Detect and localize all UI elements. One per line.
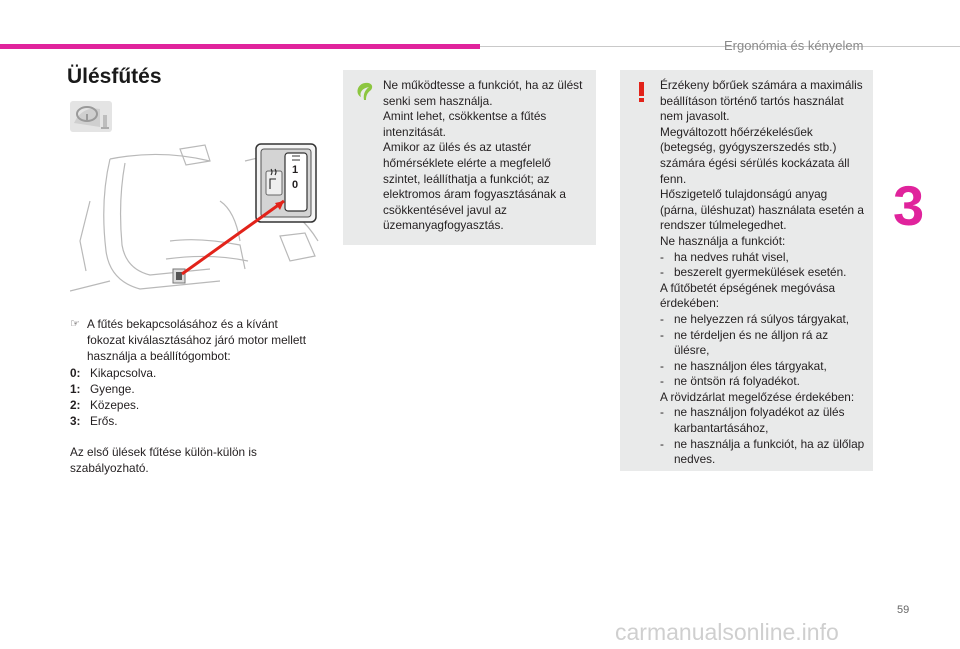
list-item: - ne öntsön rá folyadékot. xyxy=(660,374,800,389)
list-item: - ne térdeljen és ne álljon rá az ülésre, xyxy=(660,328,866,359)
dial-callout xyxy=(256,144,316,222)
short-circuit-title: A rövidzárlat megelőzése érdekében: xyxy=(660,389,855,404)
list-item-text: ne térdeljen és ne álljon rá az ülésre, xyxy=(674,327,829,358)
warning-intro: Érzékeny bőrűek számára a maximális beállításon történő tartós használat nem javasolt. xyxy=(660,78,863,124)
watermark: carmanualsonline.info xyxy=(615,619,839,645)
header-divider xyxy=(480,46,960,47)
section-title: Ergonómia és kényelem xyxy=(724,38,864,53)
level-label: Közepes. xyxy=(90,398,140,412)
page-title: Ülésfűtés xyxy=(67,65,162,88)
level-key: 1: xyxy=(70,382,81,396)
seat-heating-illustration xyxy=(70,141,326,303)
warning-insulation: Hőszigetelő tulajdonságú anyag (párna, üléshuzat) használata esetén a rendszer túlmelegedhet. xyxy=(660,187,864,233)
list-item-text: beszerelt gyermekülések esetén. xyxy=(674,265,847,280)
list-item-text: ne használja a funkciót, ha az ülőlap nedves. xyxy=(674,436,865,467)
dont-use-title: Ne használja a funkciót: xyxy=(660,233,786,248)
level-label: Kikapcsolva. xyxy=(90,366,157,380)
list-item xyxy=(70,397,270,413)
eco-line: Ne működtesse a funkciót, ha az ülést senki sem használja. xyxy=(383,78,583,108)
list-item: - ne használjon folyadékot az ülés karbantartásához, xyxy=(660,405,866,436)
dial-label-0: 0 xyxy=(292,179,299,191)
list-item xyxy=(70,381,270,397)
pointer-arrow-icon: ☞ xyxy=(70,318,80,330)
list-item-text: ne használjon éles tárgyakat, xyxy=(674,358,827,373)
list-item xyxy=(70,413,270,429)
list-item xyxy=(70,365,270,381)
warning-box xyxy=(620,70,873,471)
list-item: - ne használjon éles tárgyakat, xyxy=(660,358,827,373)
protect-title: A fűtőbetét épségének megóvása érdekében: xyxy=(660,280,836,311)
page-number: 59 xyxy=(897,604,910,616)
list-item-text: ne helyezzen rá súlyos tárgyakat, xyxy=(674,311,850,326)
eco-line: Amikor az ülés és az utastér hőmérséklete elérte a megfelelő szintet, leállíthatja a funkciót; az elektromos áram fogyasztásának a csökkentésével javul az üzemanyagfogyasztás. xyxy=(383,140,566,233)
heating-levels xyxy=(70,365,270,429)
list-item-text: ha nedves ruhát visel, xyxy=(674,249,789,264)
level-key: 3: xyxy=(70,414,81,428)
list-item: - beszerelt gyermekülések esetén. xyxy=(660,265,847,280)
level-label: Erős. xyxy=(90,414,118,428)
chapter-number: 3 xyxy=(893,174,925,237)
list-item-text: ne öntsön rá folyadékot. xyxy=(674,374,800,389)
list-item: - ne használja a funkciót, ha az ülőlap nedves. xyxy=(660,436,865,467)
dial-label-1: 1 xyxy=(292,164,299,176)
eco-line: Amint lehet, csökkentse a fűtés intenzitását. xyxy=(383,109,547,139)
eco-leaf-icon xyxy=(355,82,375,104)
level-label: Gyenge. xyxy=(90,382,135,396)
warning-risk: Megváltozott hőérzékelésűek (betegség, gyógyszerszedés stb.) számára égési sérülés kockázata áll fenn. xyxy=(660,124,850,186)
warning-exclamation-icon xyxy=(632,81,652,103)
instruction-text: A fűtés bekapcsolásához és a kívánt fokozat kiválasztásához járó motor mellett használja a beállítógombot: xyxy=(87,317,306,363)
list-item: - ha nedves ruhát visel, xyxy=(660,249,789,264)
level-key: 0: xyxy=(70,366,81,380)
note-text: Az első ülések fűtése külön-külön is szabályozható. xyxy=(70,445,257,475)
instruction xyxy=(70,316,315,364)
list-item: - ne helyezzen rá súlyos tárgyakat, xyxy=(660,311,850,326)
level-key: 2: xyxy=(70,398,81,412)
steering-wheel-icon xyxy=(70,101,112,132)
eco-tip-box xyxy=(343,70,596,245)
accent-bar xyxy=(0,44,480,49)
list-item-text: ne használjon folyadékot az ülés karbantartásához, xyxy=(674,405,845,436)
